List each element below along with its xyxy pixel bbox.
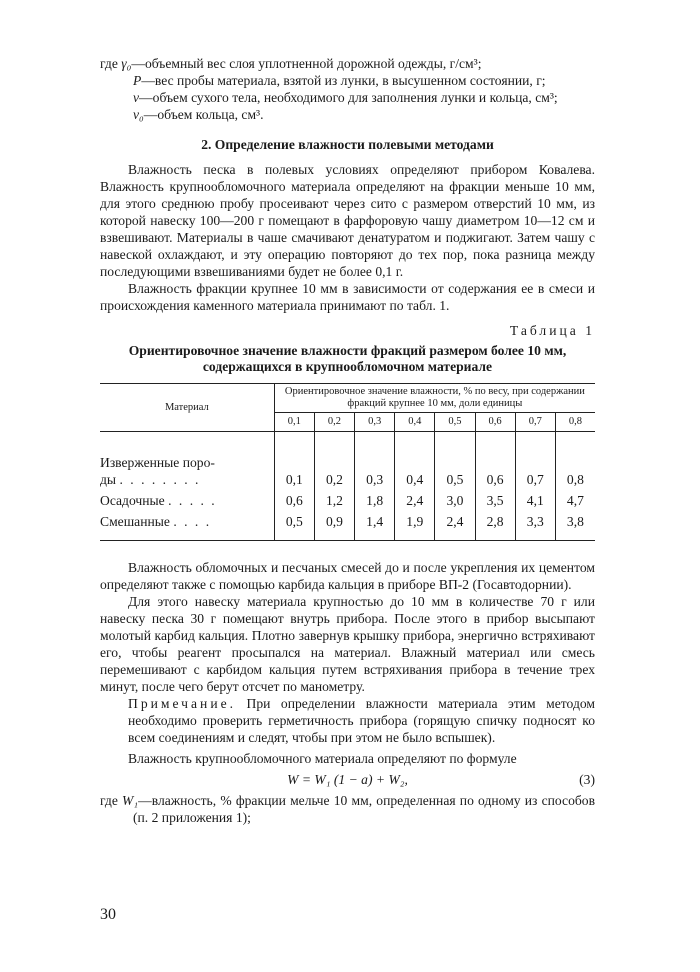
header-fraction: 0,6 xyxy=(475,413,515,432)
paragraph-4: Для этого навеску материала крупностью до 10 мм в количестве 70 г или навеску песка 30 г помещают внутрь прибора. После этого в прибор высыпают молотый карбид кальция. Плотно завернув крышку прибора, энергично встряхивают его, чтобы реагент просыпался на материал. Влажный материал или смесь перемешивают с карбидом кальция путем встряхивания прибора в течение трех минут, после чего берут отсчет по манометру. xyxy=(100,594,595,694)
table-cell: 0,8 xyxy=(555,432,595,491)
definitions-list xyxy=(100,55,595,123)
section-heading: 2. Определение влажности полевыми методами xyxy=(201,137,494,152)
table-cell: 0,4 xyxy=(395,432,435,491)
table-cell: 2,4 xyxy=(395,490,435,511)
header-fraction: 0,4 xyxy=(395,413,435,432)
header-material: Материал xyxy=(100,384,274,432)
table-cell: 0,6 xyxy=(285,493,303,508)
table-cell: 3,8 xyxy=(555,511,595,541)
table-cell: 4,1 xyxy=(515,490,555,511)
table-cell: 0,9 xyxy=(314,511,354,541)
def-v: v—объем сухого тела, необходимого для заполнения лунки и кольца, см³; xyxy=(133,90,558,105)
table-cell: 2,8 xyxy=(475,511,515,541)
table-label: Таблица 1 xyxy=(509,323,595,338)
note: Примечание. При определении влажности материала этим методом необходимо проверить герметичность прибора (горящую спичку подносят ко всем соединениям и следят, чтобы при этом не было вспышек). xyxy=(128,696,595,745)
table-cell: 0,6 xyxy=(475,432,515,491)
def-p: P—вес пробы материала, взятой из лунки, в высушенном состоянии, г; xyxy=(133,73,546,88)
paragraph-5: Влажность крупнообломочного материала определяют по формуле xyxy=(128,751,517,766)
row-material: Изверженные поро- ды . . . . . . . . xyxy=(100,432,274,491)
table-cell: 2,4 xyxy=(435,511,475,541)
header-main: Ориентировочное значение влажности, % по весу, при содержании фракций крупнее 10 мм, доли единицы xyxy=(274,384,595,413)
paragraph-2: Влажность фракции крупнее 10 мм в зависимости от содержания ее в смеси и происхождения каменного материала принимают по табл. 1. xyxy=(100,281,595,313)
table-cell: 3,3 xyxy=(515,511,555,541)
formula xyxy=(100,771,595,788)
def-w1: где W₁—влажность, % фракции мельче 10 мм, определенная по одному из способов (п. 2 приложения 1); xyxy=(100,793,596,825)
table-cell: 0,5 xyxy=(435,432,475,491)
def-v0: v₀—объем кольца, см³. xyxy=(133,107,264,122)
table-cell: 3,0 xyxy=(435,490,475,511)
table-title xyxy=(100,343,595,375)
header-fraction: 0,3 xyxy=(355,413,395,432)
header-fraction: 0,8 xyxy=(555,413,595,432)
table-row xyxy=(100,490,595,511)
header-fraction: 0,2 xyxy=(314,413,354,432)
equation-number: (3) xyxy=(579,772,595,787)
table-cell: 0,1 xyxy=(285,472,303,487)
table-cell: 1,2 xyxy=(314,490,354,511)
page-number: 30 xyxy=(100,906,116,923)
table-cell: 1,8 xyxy=(355,490,395,511)
table-cell: 3,5 xyxy=(475,490,515,511)
table-cell: 0,3 xyxy=(355,432,395,491)
note-label: Примечание. xyxy=(128,696,237,711)
table-cell: 1,9 xyxy=(395,511,435,541)
table-cell: 0,2 xyxy=(314,432,354,491)
table-title-line-1: Ориентировочное значение влажности фракций размером более 10 мм, xyxy=(128,343,567,358)
page-body xyxy=(100,55,595,826)
row-material: Смешанные . . . . xyxy=(100,511,274,541)
header-fraction: 0,7 xyxy=(515,413,555,432)
def-gamma: где γ₀—объемный вес слоя уплотненной дорожной одежды, г/см³; xyxy=(100,56,482,71)
header-fraction: 0,5 xyxy=(435,413,475,432)
table-title-line-2: содержащихся в крупнообломочном материале xyxy=(202,359,493,374)
table-row xyxy=(100,511,595,541)
table-cell: 0,7 xyxy=(515,432,555,491)
formula-expression: W = W₁ (1 − a) + W₂, xyxy=(287,772,408,787)
moisture-table xyxy=(100,383,595,541)
paragraph-3: Влажность обломочных и песчаных смесей до и после укрепления их цементом определяют также с помощью карбида кальция в приборе ВП-2 (Госавтодорнии). xyxy=(100,560,595,592)
table-row xyxy=(100,432,595,491)
table-cell: 1,4 xyxy=(355,511,395,541)
table-cell: 4,7 xyxy=(555,490,595,511)
paragraph-1: Влажность песка в полевых условиях определяют прибором Ковалева. Влажность крупнообломочного материала определяют на фракции меньше 10 мм, для этого среднюю пробу просеивают через сито с размером отверстий 10 мм, из которой навеску 100—200 г помещают в фарфоровую чашу диаметром 10—12 см и взвешивают. Материалы в чаше смачивают денатуратом и поджигают. Затем чашу с навеской охлаждают, и эту операцию повторяют до тех пор, пока разница между последующими взвешиваниями будет не более 0,1 г. xyxy=(100,162,595,279)
table-cell: 0,5 xyxy=(274,511,314,541)
header-fraction: 0,1 xyxy=(274,413,314,432)
row-material: Осадочные . . . . . xyxy=(100,490,274,511)
